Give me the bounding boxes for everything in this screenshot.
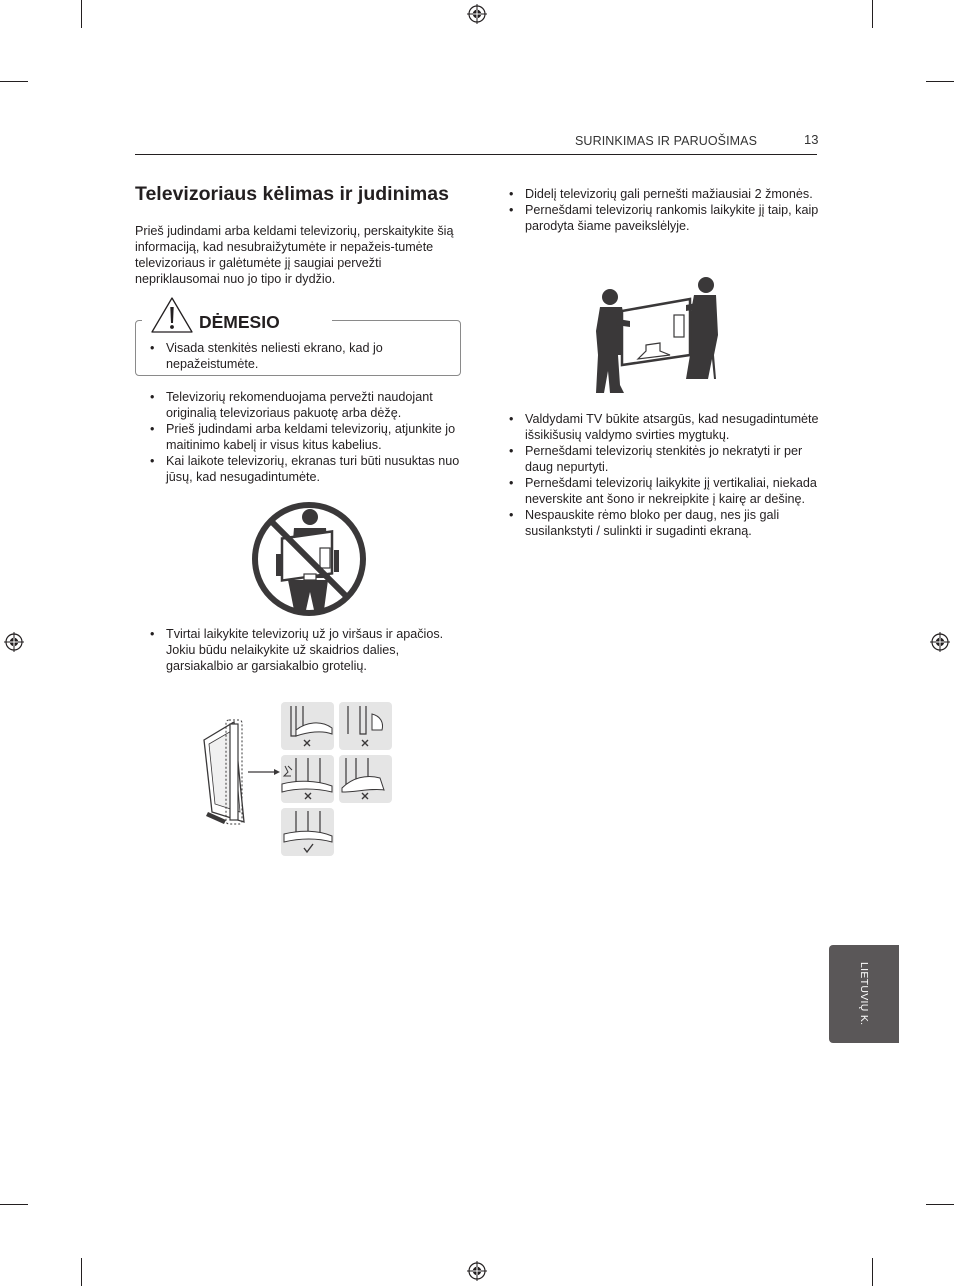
- grip-thumb-wrong: [339, 755, 392, 803]
- handling-list: [494, 411, 819, 539]
- list-item: • Prieš judindami arba keldami televizorių, atjunkite jo maitinimo kabelį ir visus kitus kabelius.: [135, 421, 460, 453]
- crop-mark: [872, 0, 873, 28]
- crosshair-target-icon: [930, 632, 950, 652]
- list-item: • Televizorių rekomenduojama pervežti naudojant originalią televizoriaus pakuotę arba dėžę.: [135, 389, 460, 421]
- crosshair-target-icon: [467, 1261, 487, 1281]
- section-header: SURINKIMAS IR PARUOŠIMAS: [575, 134, 758, 148]
- intro-paragraph: Prieš judindami arba keldami televizorių, perskaitykite šią informaciją, kad nesubraižytumėte ir nepažeis-tumėte televizoriaus ir galėtumėte jį saugiai pervežti nepriklausomai nuo jo tipo ir dydžio.: [135, 224, 454, 286]
- crosshair-target-icon: [4, 632, 24, 652]
- language-tab-label: LIETUVIŲ K.: [858, 962, 870, 1026]
- list-item: • Pernešdami televizorių rankomis laikykite jį taip, kaip parodyta šiame paveikslėlyje.: [494, 202, 819, 234]
- two-person-carry-illustration: [594, 275, 720, 395]
- caution-list: [135, 340, 435, 372]
- page-title: Televizoriaus kėlimas ir judinimas: [135, 183, 449, 205]
- carrying-list: [494, 186, 819, 234]
- list-item: • Didelį televizorių gali pernešti mažiausiai 2 žmonės.: [494, 186, 819, 202]
- grip-thumb-wrong: [281, 755, 334, 803]
- grip-thumb-wrong: [281, 702, 334, 750]
- list-item: • Pernešdami televizorių laikykite jį vertikaliai, niekada neverskite ant šono ir nekreipkite į kairę ar dešinę.: [494, 475, 819, 507]
- crop-mark: [0, 81, 28, 82]
- transport-list: [135, 389, 460, 485]
- list-item: • Tvirtai laikykite televizorių už jo viršaus ir apačios. Jokiu būdu nelaikykite už skaidrios dalies, garsiakalbio ar garsiakalbio grotelių.: [135, 626, 460, 674]
- hold-instructions-list: [135, 626, 460, 674]
- crop-mark: [872, 1258, 873, 1286]
- list-item: • Kai laikote televizorių, ekranas turi būti nusuktas nuo jūsų, kad nesugadintumėte.: [135, 453, 460, 485]
- grip-thumb-wrong: [339, 702, 392, 750]
- crop-mark: [81, 1258, 82, 1286]
- list-item: • Nespauskite rėmo bloko per daug, nes jis gali susilankstyti / sulinkti ir sugadinti ekraną.: [494, 507, 819, 539]
- warning-triangle-icon: [150, 296, 194, 334]
- header-divider: [135, 154, 817, 155]
- prohibited-carry-illustration: [250, 500, 368, 618]
- crop-mark: [81, 0, 82, 28]
- list-item: • Pernešdami televizorių stenkitės jo nekratyti ir per daug nepurtyti.: [494, 443, 819, 475]
- list-item: • Visada stenkitės neliesti ekrano, kad jo nepažeistumėte.: [135, 340, 435, 372]
- crop-mark: [926, 81, 954, 82]
- page-number: 13: [804, 132, 819, 147]
- tv-side-view: [204, 720, 244, 824]
- grip-thumb-correct: [281, 808, 334, 856]
- tv-grip-illustration: [196, 700, 396, 860]
- crosshair-target-icon: [467, 4, 487, 24]
- list-item: • Valdydami TV būkite atsargūs, kad nesugadintumėte išsikišusių valdymo svirties mygtukų.: [494, 411, 819, 443]
- language-tab: [829, 945, 899, 1043]
- crop-mark: [0, 1204, 28, 1205]
- caution-title: DĖMESIO: [199, 312, 280, 332]
- crop-mark: [926, 1204, 954, 1205]
